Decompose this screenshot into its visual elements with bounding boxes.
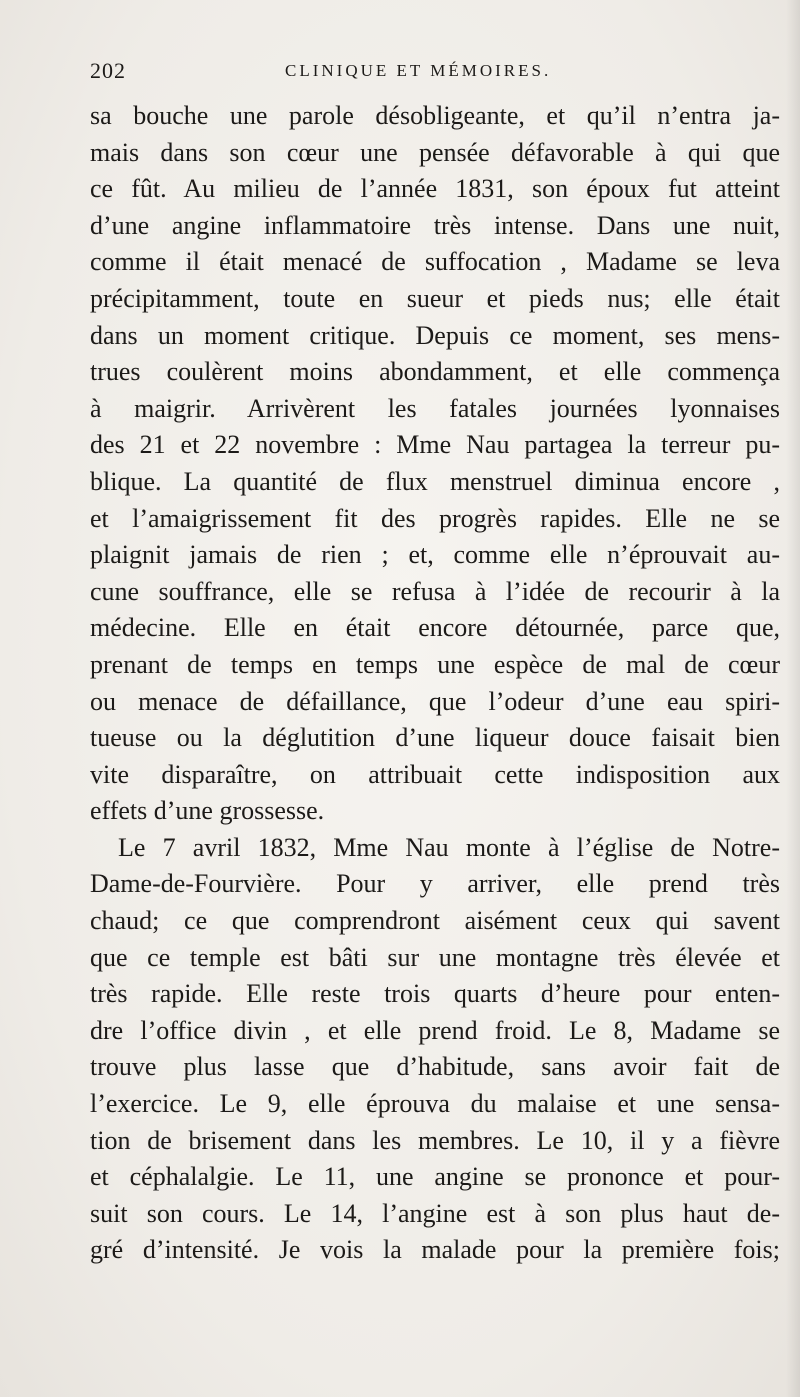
text-line: mais dans son cœur une pensée défavorable à qui que bbox=[90, 137, 780, 167]
text-line: trouve plus lasse que d’habitude, sans avoir fait de bbox=[90, 1052, 780, 1082]
text-line: d’une angine inflammatoire très intense. Dans une nuit, bbox=[90, 210, 780, 240]
paragraph-start-line: Le 7 avril 1832, Mme Nau monte à l’église de Notre- bbox=[118, 832, 780, 862]
text-line: dre l’office divin , et elle prend froid. Le 8, Madame se bbox=[90, 1015, 780, 1045]
page-number: 202 bbox=[90, 58, 126, 83]
text-line: chaud; ce que comprendront aisément ceux qui savent bbox=[90, 906, 780, 936]
text-line: médecine. Elle en était encore détournée, parce que, bbox=[90, 613, 780, 643]
text-line: comme il était menacé de suffocation , Madame se leva bbox=[90, 247, 780, 277]
text-line: Dame-de-Fourvière. Pour y arriver, elle prend très bbox=[90, 869, 780, 899]
text-line: vite disparaître, on attribuait cette indisposition aux bbox=[90, 759, 780, 789]
text-line: dans un moment critique. Depuis ce moment, ses mens- bbox=[90, 320, 780, 350]
text-line: sa bouche une parole désobligeante, et qu’il n’entra ja- bbox=[90, 101, 780, 130]
paragraph-end-line: effets d’une grossesse. bbox=[90, 796, 325, 826]
text-line: tueuse ou la déglutition d’une liqueur douce faisait bien bbox=[90, 723, 780, 753]
page-edge-shadow bbox=[786, 0, 800, 1397]
running-head bbox=[90, 58, 780, 88]
body-text bbox=[90, 98, 780, 1269]
text-line: ce fût. Au milieu de l’année 1831, son époux fut atteint bbox=[90, 174, 780, 204]
text-line: plaignit jamais de rien ; et, comme elle n’éprouvait au- bbox=[90, 540, 780, 570]
text-line: et céphalalgie. Le 11, une angine se prononce et pour- bbox=[90, 1162, 780, 1192]
text-line: des 21 et 22 novembre : Mme Nau partagea la terreur pu- bbox=[90, 430, 780, 460]
running-title: CLINIQUE ET MÉMOIRES. bbox=[285, 61, 552, 80]
text-line: ou menace de défaillance, que l’odeur d’une eau spiri- bbox=[90, 686, 780, 716]
text-line: l’exercice. Le 9, elle éprouva du malaise et une sensa- bbox=[90, 1089, 780, 1119]
text-line: tion de brisement dans les membres. Le 10, il y a fièvre bbox=[90, 1125, 780, 1155]
text-line: et l’amaigrissement fit des progrès rapides. Elle ne se bbox=[90, 503, 780, 533]
text-line: que ce temple est bâti sur une montagne très élevée et bbox=[90, 942, 780, 972]
text-line: suit son cours. Le 14, l’angine est à son plus haut de- bbox=[90, 1198, 780, 1228]
text-line: précipitamment, toute en sueur et pieds nus; elle était bbox=[90, 283, 780, 313]
text-line: prenant de temps en temps une espèce de mal de cœur bbox=[90, 649, 780, 679]
text-line: à maigrir. Arrivèrent les fatales journées lyonnaises bbox=[90, 393, 780, 423]
text-line: trues coulèrent moins abondamment, et elle commença bbox=[90, 357, 780, 387]
text-line: très rapide. Elle reste trois quarts d’heure pour enten- bbox=[90, 979, 780, 1009]
text-line: gré d’intensité. Je vois la malade pour la première fois; bbox=[90, 1235, 780, 1265]
text-line: blique. La quantité de flux menstruel diminua encore , bbox=[90, 466, 780, 496]
text-line: cune souffrance, elle se refusa à l’idée de recourir à la bbox=[90, 576, 780, 606]
